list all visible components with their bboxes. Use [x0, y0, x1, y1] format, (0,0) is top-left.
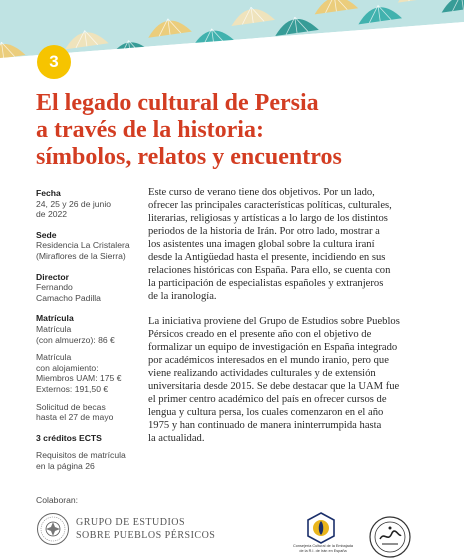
paragraph-line: 1975 y han continuado de manera ininterrumpida hasta — [148, 420, 382, 431]
requisitos-value — [36, 450, 140, 471]
paragraph-line: la actualidad. — [148, 433, 205, 444]
requisitos-line: en la página 26 — [36, 460, 95, 471]
becas-line: Solicitud de becas — [36, 401, 106, 412]
paragraph-line: viene realizando actividades culturales y de extensión — [148, 368, 376, 379]
director-label: Director — [36, 271, 69, 282]
fecha-line: de 2022 — [36, 209, 68, 220]
paragraph-line: La iniciativa proviene del Grupo de Estudios sobre Pueblos — [148, 316, 400, 327]
fecha-label: Fecha — [36, 188, 61, 198]
fecha-value — [36, 199, 140, 220]
director-value — [36, 282, 140, 303]
paragraph-line: universitaria desde 2015. Se debe destacar que la UAM fue — [148, 381, 400, 392]
paragraph-line: desde la Antigüedad hasta el presente, incidiendo en sus — [148, 252, 386, 263]
paragraph-line: de la iranología. — [148, 291, 217, 302]
iran-embassy-logo-text — [285, 544, 361, 554]
paragraph-line: ofrecer las principales características políticas, culturales, — [148, 200, 392, 211]
matricula-value — [36, 324, 140, 423]
grupo-estudios-seal-icon — [36, 512, 70, 546]
grupo-estudios-logo-text — [76, 516, 215, 542]
matricula-line: Miembros UAM: 175 € — [36, 373, 122, 384]
matricula-line: Matrícula — [36, 323, 72, 334]
description-paragraph-1 — [148, 186, 428, 303]
paragraph-line: por académicos interesados en el mundo iranio, pero que — [148, 355, 389, 366]
paragraph-line: la participación de especialistas españoles y extranjeros — [148, 278, 384, 289]
paragraph-line: el primer centro académico del país en ofrecer cursos de — [148, 394, 387, 405]
sede-value — [36, 240, 140, 261]
sede-line: Residencia La Cristalera — [36, 240, 130, 251]
paragraph-line: relaciones históricas con España. Para ello, se cuenta con — [148, 265, 391, 276]
sede-label: Sede — [36, 229, 57, 240]
paragraph-line: literarias, religiosas y artísticas a lo largo de los distintos — [148, 213, 388, 224]
matricula-line: Externos: 191,50 € — [36, 383, 109, 394]
logo2-line: de la R.I. de Irán en España — [299, 549, 347, 553]
paragraph-line: formalizar un equipo de investigación en España integrado — [148, 342, 398, 353]
logo2-line: Consejería Cultural de la Embajada — [293, 544, 353, 548]
director-line: Camacho Padilla — [36, 292, 101, 303]
paragraph-line: periodos de la historia de Irán. Por otro lado, mostrar a — [148, 226, 380, 237]
title-line: símbolos, relatos y encuentros — [36, 144, 342, 170]
title-line: a través de la historia: — [36, 117, 264, 143]
course-description — [148, 186, 428, 457]
becas-line: hasta el 27 de mayo — [36, 412, 114, 423]
calligraphy-seal-icon — [368, 515, 412, 559]
course-title — [36, 90, 436, 171]
paragraph-line: los asistentes una imagen global sobre la cultura iraní — [148, 239, 375, 250]
fecha-line: 24, 25 y 26 de junio — [36, 198, 112, 209]
ects-label: 3 créditos ECTS — [36, 432, 102, 443]
course-number-badge: 3 — [37, 45, 71, 79]
paragraph-line: Este curso de verano tiene dos objetivos. Por un lado, — [148, 187, 375, 198]
logo1-line: SOBRE PUEBLOS PÉRSICOS — [76, 530, 216, 541]
title-line: El legado cultural de Persia — [36, 90, 319, 116]
beach-umbrella-banner — [0, 0, 464, 95]
paragraph-line: Pérsicos creado en el presente año con el objetivo de — [148, 329, 372, 340]
description-paragraph-2 — [148, 315, 428, 445]
collaborators-label: Colaboran: — [36, 495, 79, 505]
matricula-line: Matrícula — [36, 352, 72, 363]
course-details-sidebar — [36, 188, 140, 471]
paragraph-line: lengua y cultura persa, los cuales comenzaron en el año — [148, 407, 384, 418]
matricula-label: Matrícula — [36, 313, 74, 324]
matricula-line: con alojamiento: — [36, 362, 99, 373]
director-line: Fernando — [36, 282, 73, 293]
sede-line: (Miraflores de la Sierra) — [36, 250, 126, 261]
iran-embassy-emblem-icon — [306, 512, 336, 544]
requisitos-line: Requisitos de matrícula — [36, 450, 126, 461]
logo1-line: GRUPO DE ESTUDIOS — [76, 517, 186, 528]
matricula-line: (con almuerzo): 86 € — [36, 334, 115, 345]
